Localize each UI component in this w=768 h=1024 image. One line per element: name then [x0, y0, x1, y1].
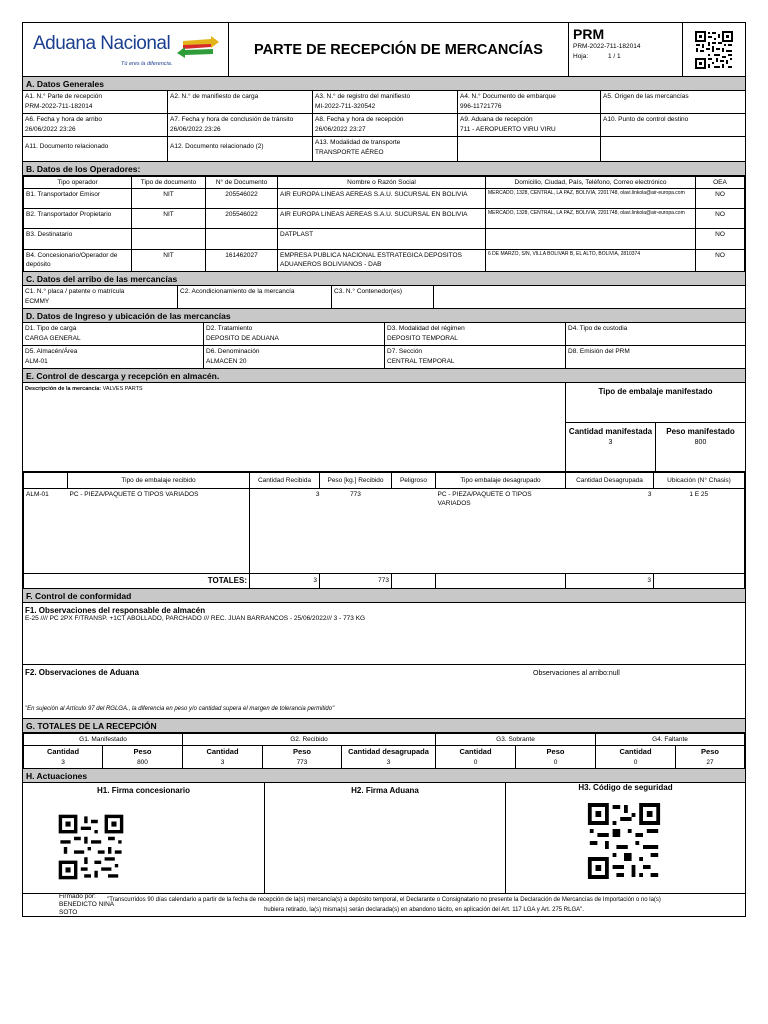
page-title: PARTE DE RECEPCIÓN DE MERCANCÍAS — [229, 23, 569, 76]
op-nombre: EMPRESA PUBLICA NACIONAL ESTRATEGICA DEPOSITOS ADUANEROS BOLIVIANOS - DAB — [278, 250, 486, 272]
aduana-logo — [23, 23, 229, 76]
field-a4 — [458, 91, 601, 113]
header-emb-desagrupado: Tipo embalaje desagrupado — [436, 473, 566, 489]
field-c1 — [23, 286, 178, 308]
field-a5 — [601, 91, 745, 113]
f2-box — [23, 665, 745, 719]
header-oea: OEA — [696, 177, 745, 189]
prm-label: PRM — [573, 26, 605, 42]
g4-label: G4. Faltante — [596, 734, 745, 746]
label-d2: D2. Tratamiento — [206, 325, 253, 332]
section-d-row-1 — [23, 323, 745, 346]
header-tipo-doc: Tipo de documento — [132, 177, 206, 189]
operators-table — [23, 176, 745, 272]
f2-arribo: Observaciones al arribo:null — [533, 670, 620, 677]
header-cant-recibida: Cantidad Recibida — [250, 473, 320, 489]
op-oea: NO — [696, 229, 745, 250]
field-a12 — [168, 137, 313, 161]
header-cant-desagrupada: Cantidad Desagrupada — [566, 473, 654, 489]
section-a-row-1 — [23, 91, 745, 114]
label-d7: D7. Sección — [387, 348, 423, 355]
label-d8: D8. Emisión del PRM — [568, 348, 630, 355]
op-nombre: AIR EUROPA LINEAS AEREAS S.A.U. SUCURSAL EN BOLIVIA — [278, 209, 486, 229]
header-peso-recibido: Peso [kg.] Recibido — [320, 473, 392, 489]
h2-label: H2. Firma Aduana — [351, 786, 419, 795]
g2-peso-value: 773 — [263, 757, 342, 769]
header-peligroso: Peligroso — [392, 473, 436, 489]
field-d4 — [566, 323, 745, 345]
label-a13: A13. Modalidad de transporte — [315, 139, 401, 146]
label-a11: A11. Documento relacionado — [25, 143, 109, 150]
section-f-title: F. Control de conformidad — [23, 589, 745, 603]
value-a13: TRANSPORTE AÉREO — [315, 149, 384, 156]
totals-subheader — [24, 746, 745, 758]
value-a6: 26/06/2022 23:26 — [25, 126, 76, 133]
logo-tagline: Tú eres la diferencia. — [121, 61, 173, 67]
op-domicilio — [486, 229, 696, 250]
f2-label: F2. Observaciones de Aduana — [25, 668, 139, 677]
value-a1: PRM-2022-711-182014 — [25, 103, 93, 110]
rec-emb-des: PC - PIEZA/PAQUETE O TIPOS VARIADOS — [436, 489, 566, 573]
rec-alm: ALM-01 — [24, 489, 68, 573]
footer — [23, 894, 745, 916]
op-doc: NIT — [132, 250, 206, 272]
label-a7: A7. Fecha y hora de conclusión de tránsito — [170, 116, 294, 123]
g2-des-value: 3 — [342, 757, 436, 769]
peso-manif-label: Peso manifestado — [666, 427, 735, 436]
g4-peso-value: 27 — [676, 757, 745, 769]
label-a4: A4. N.° Documento de embarque — [460, 93, 556, 100]
rec-cant: 3 — [250, 489, 320, 573]
reception-row — [24, 489, 745, 573]
g3-peso: Peso — [516, 746, 596, 758]
logo-name: Aduana Nacional — [33, 33, 171, 54]
field-a-empty-2 — [601, 137, 745, 161]
operator-row — [24, 209, 745, 229]
label-c2: C2. Acondicionamiento de la mercancía — [180, 288, 295, 295]
label-a2: A2. N.° de manifiesto de carga — [170, 93, 259, 100]
signer-name: BENEDICTO NINA SOTO — [59, 901, 114, 916]
g2-cant-des: Cantidad desagrupada — [342, 746, 436, 758]
value-d2: DEPOSITO DE ADUANA — [206, 335, 279, 342]
op-doc — [132, 229, 206, 250]
label-a10: A10. Punto de control destino — [603, 116, 689, 123]
label-d6: D6. Denominación — [206, 348, 260, 355]
op-num: 205546022 — [206, 189, 278, 209]
rec-ubicacion: 1 E 25 — [654, 489, 745, 573]
operator-row — [24, 229, 745, 250]
h2-box — [265, 783, 506, 893]
totales-label: TOTALES: — [24, 573, 250, 588]
section-c-row — [23, 286, 745, 309]
footer-note-1: "Transcurridos 90 días calendario a partir de la fecha de recepción de la(s) mercancía(s) a depósito temporal, el Declarante o Consignatario no presente la Declaración de Mercancías de Importación o no la(s) — [107, 897, 661, 903]
field-c-empty — [434, 286, 745, 308]
value-d7: CENTRAL TEMPORAL — [387, 358, 455, 365]
totals-group-header — [24, 734, 745, 746]
operator-row — [24, 189, 745, 209]
desc-value: VALVES PARTS — [102, 386, 143, 392]
header-tipo-operador: Tipo operador — [24, 177, 132, 189]
document-header — [23, 23, 745, 77]
header-qr — [683, 23, 745, 76]
label-a3: A3. N.° de registro del manifiesto — [315, 93, 411, 100]
label-d3: D3. Modalidad del régimen — [387, 325, 465, 332]
g1-peso: Peso — [103, 746, 183, 758]
field-a10 — [601, 114, 745, 136]
g2-cant-value: 3 — [183, 757, 263, 769]
f1-value: E-25 //// PC 2PX F/TRANSP. +1CT ABOLLADO, PARCHADO /// REC. JUAN BARRANCOS - 25/06/2022/// 3 - 773 KG — [25, 615, 366, 622]
g4-cant-value: 0 — [596, 757, 676, 769]
section-a-row-2 — [23, 114, 745, 137]
section-d-row-2 — [23, 346, 745, 369]
g1-cantidad: Cantidad — [24, 746, 103, 758]
g1-label: G1. Manifestado — [24, 734, 183, 746]
f2-note: "En sujeción al Artículo 97 del RGLGA., la diferencia en peso y/o cantidad supera el margen de tolerancia permitido" — [25, 706, 335, 712]
desc-label: Descripción de la mercancía: — [25, 386, 102, 392]
field-a2 — [168, 91, 313, 113]
field-a-empty-1 — [458, 137, 601, 161]
tot-peso: 773 — [320, 573, 392, 588]
op-tipo: B2. Transportador Propietario — [24, 209, 132, 229]
label-a8: A8. Fecha y hora de recepción — [315, 116, 404, 123]
op-oea: NO — [696, 209, 745, 229]
reception-table — [23, 472, 745, 589]
f1-label: F1. Observaciones del responsable de almacén — [25, 606, 206, 615]
g3-label: G3. Sobrante — [436, 734, 596, 746]
op-nombre: AIR EUROPA LINEAS AEREAS S.A.U. SUCURSAL EN BOLIVIA — [278, 189, 486, 209]
g3-cantidad: Cantidad — [436, 746, 516, 758]
op-tipo: B3. Destinatario — [24, 229, 132, 250]
value-a8: 26/06/2022 23:27 — [315, 126, 366, 133]
peso-manif — [656, 423, 745, 471]
g4-cantidad: Cantidad — [596, 746, 676, 758]
g2-cantidad: Cantidad — [183, 746, 263, 758]
value-d5: ALM-01 — [25, 358, 48, 365]
manifested-values — [566, 423, 745, 471]
header-num-doc: N° de Documento — [206, 177, 278, 189]
operator-row — [24, 250, 745, 272]
field-d7 — [385, 346, 566, 368]
signature-qr-icon — [57, 813, 125, 881]
section-b-title: B. Datos de los Operadores: — [23, 162, 745, 176]
reception-header — [24, 473, 745, 489]
op-tipo: B1. Transportador Emisor — [24, 189, 132, 209]
section-a-row-3 — [23, 137, 745, 162]
section-g-title: G. TOTALES DE LA RECEPCIÓN — [23, 719, 745, 733]
f1-box — [23, 603, 745, 665]
g1-cant-value: 3 — [24, 757, 103, 769]
hoja-field — [573, 52, 678, 62]
op-num: 205546022 — [206, 209, 278, 229]
op-domicilio: 6 DE MARZO, S/N, VILLA BOLIVAR B, EL ALTO, BOLIVIA, 2810374 — [486, 250, 696, 272]
qr-code-icon — [694, 30, 734, 70]
tot-cant: 3 — [250, 573, 320, 588]
label-a6: A6. Fecha y hora de arribo — [25, 116, 102, 123]
security-qr-icon — [586, 801, 662, 881]
field-d1 — [23, 323, 204, 345]
value-a7: 26/06/2022 23:26 — [170, 126, 221, 133]
field-d3 — [385, 323, 566, 345]
op-num — [206, 229, 278, 250]
g2-peso: Peso — [263, 746, 342, 758]
peso-manif-value: 800 — [694, 439, 707, 446]
op-oea: NO — [696, 189, 745, 209]
merchandise-description — [23, 383, 566, 471]
field-c2 — [178, 286, 332, 308]
op-num: 161462027 — [206, 250, 278, 272]
cant-manif — [566, 423, 656, 471]
rec-emb: PC - PIEZA/PAQUETE O TIPOS VARIADOS — [68, 489, 250, 573]
field-d2 — [204, 323, 385, 345]
field-a13 — [313, 137, 458, 161]
totals-table — [23, 733, 745, 769]
emb-manif-label: Tipo de embalaje manifestado — [566, 383, 745, 423]
label-a9: A9. Aduana de recepción — [460, 116, 533, 123]
totals-row — [24, 573, 745, 588]
label-d4: D4. Tipo de custodia — [568, 325, 628, 332]
field-d8 — [566, 346, 745, 368]
field-a3 — [313, 91, 458, 113]
h3-label: H3. Código de seguridad — [578, 783, 673, 792]
header-domicilio: Domicilio, Ciudad, País, Teléfono, Correo electrónico — [486, 177, 696, 189]
field-a11 — [23, 137, 168, 161]
prm-number: PRM-2022-711-182014 — [573, 43, 641, 50]
section-a-title: A. Datos Generales — [23, 77, 745, 91]
hoja-label: Hoja: — [573, 53, 589, 60]
prm-box — [569, 23, 683, 76]
field-c3 — [332, 286, 434, 308]
document — [22, 22, 746, 917]
header-emb-recibido: Tipo de embalaje recibido — [68, 473, 250, 489]
value-a3: MI-2022-711-320542 — [315, 103, 376, 110]
op-doc: NIT — [132, 189, 206, 209]
h3-box — [506, 783, 745, 893]
rec-cant-des: 3 — [566, 489, 654, 573]
g1-peso-value: 800 — [103, 757, 183, 769]
h1-box — [23, 783, 265, 893]
tot-emb-des — [436, 573, 566, 588]
op-nombre: DATPLAST — [278, 229, 486, 250]
rec-peso: 773 — [320, 489, 392, 573]
tot-ubicacion — [654, 573, 745, 588]
g3-peso-value: 0 — [516, 757, 596, 769]
value-a4: 996-11721776 — [460, 103, 502, 110]
g2-label: G2. Recibido — [183, 734, 436, 746]
hoja-value: 1 / 1 — [608, 53, 621, 60]
cant-manif-label: Cantidad manifestada — [568, 427, 653, 436]
header-ubicacion: Ubicación (N° Chasis) — [654, 473, 745, 489]
operators-header — [24, 177, 745, 189]
rec-peligroso — [392, 489, 436, 573]
op-doc: NIT — [132, 209, 206, 229]
section-d-title: D. Datos de Ingreso y ubicación de las mercancías — [23, 309, 745, 323]
label-a1: A1. N.° Parte de recepción — [25, 93, 103, 100]
section-h-title: H. Actuaciones — [23, 769, 745, 783]
op-domicilio: MERCADO, 1328, CENTRAL, LA PAZ, BOLIVIA, 2201748, olavi.linkola@air-europa.com — [486, 209, 696, 229]
tot-des: 3 — [566, 573, 654, 588]
arrows-logo-icon — [175, 35, 221, 59]
totals-values — [24, 757, 745, 769]
signatures-row — [23, 783, 745, 894]
op-domicilio: MERCADO, 1328, CENTRAL, LA PAZ, BOLIVIA, 2201748, olavi.linkola@air-europa.com — [486, 189, 696, 209]
signer-block — [59, 893, 129, 917]
label-a5: A5. Origen de las mercancías — [603, 93, 689, 100]
label-c3: C3. N.° Contenedor(es) — [334, 288, 402, 295]
label-c1: C1. N.° placa / patente o matrícula — [25, 288, 125, 295]
field-a6 — [23, 114, 168, 136]
section-e-description — [23, 383, 745, 472]
value-a9: 711 - AEROPUERTO VIRU VIRU — [460, 126, 556, 133]
label-d1: D1. Tipo de carga — [25, 325, 77, 332]
value-d3: DEPOSITO TEMPORAL — [387, 335, 458, 342]
field-a8 — [313, 114, 458, 136]
field-a9 — [458, 114, 601, 136]
field-a7 — [168, 114, 313, 136]
value-d1: CARGA GENERAL — [25, 335, 81, 342]
g3-cant-value: 0 — [436, 757, 516, 769]
op-tipo: B4. Concesionario/Operador de depósito — [24, 250, 132, 272]
field-d6 — [204, 346, 385, 368]
section-c-title: C. Datos del arribo de las mercancías — [23, 272, 745, 286]
tot-peligroso — [392, 573, 436, 588]
firmado-label: Firmado por: — [59, 893, 96, 900]
h1-label: H1. Firma concesionario — [97, 786, 190, 795]
header-nombre: Nombre o Razón Social — [278, 177, 486, 189]
label-d5: D5. Almacén/Área — [25, 348, 78, 355]
section-e-title: E. Control de descarga y recepción en almacén. — [23, 369, 745, 383]
cant-manif-value: 3 — [608, 439, 613, 446]
manifested-box — [566, 383, 745, 471]
value-c1: ECMMY — [25, 298, 50, 305]
footer-note-2: hubiera retirado, la(s) misma(s) serán declarada(s) en abandono tácito, en aplicación del Art. 117 LGA y Art. 275 RLGA". — [264, 907, 584, 913]
field-a1 — [23, 91, 168, 113]
g4-peso: Peso — [676, 746, 745, 758]
value-d6: ALMACEN 20 — [206, 358, 247, 365]
header-blank — [24, 473, 68, 489]
field-d5 — [23, 346, 204, 368]
op-oea: NO — [696, 250, 745, 272]
label-a12: A12. Documento relacionado (2) — [170, 143, 264, 150]
